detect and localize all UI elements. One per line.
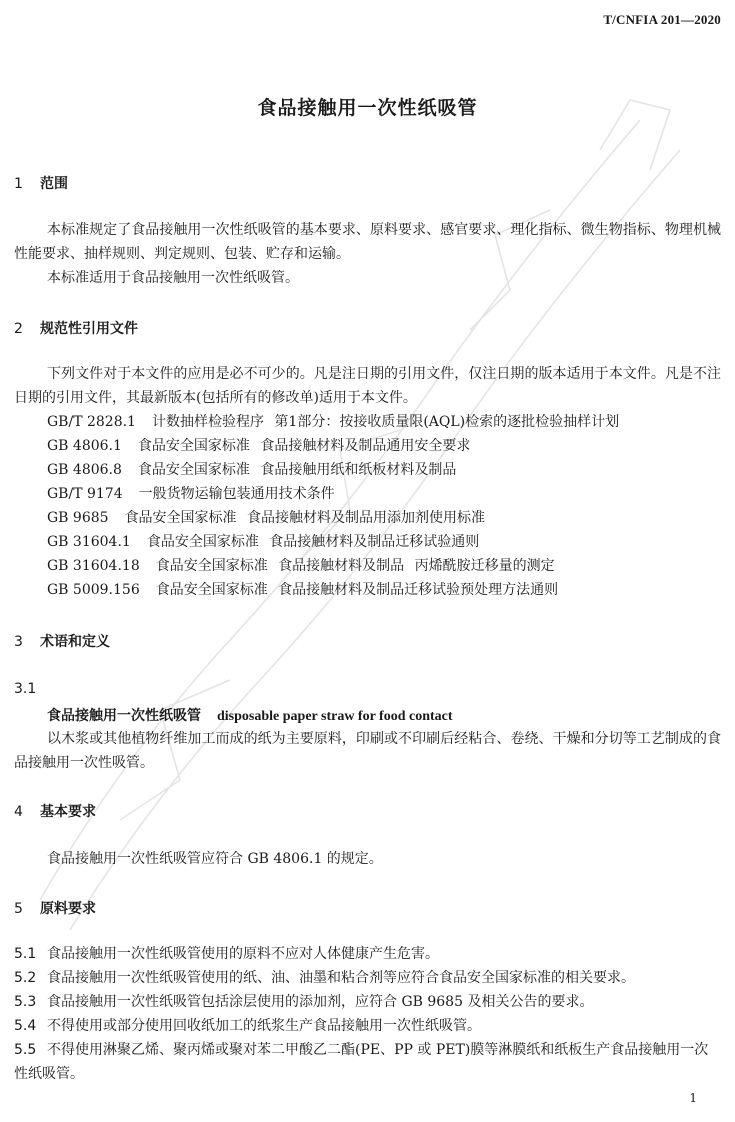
term-chinese: 食品接触用一次性纸吸管 [47,708,201,724]
scope-paragraph: 本标准规定了食品接触用一次性纸吸管的基本要求、原料要求、感官要求、理化指标、微生物指标、物理机械性能要求、抽样规则、判定规则、包装、贮存和运输。 [14,222,721,262]
reference-code: GB 31604.18 [47,558,140,574]
clause-number: 5.4 [14,1018,37,1034]
clause-5-5 [14,1038,721,1086]
section-title: 术语和定义 [40,634,110,650]
term-definition: 以木浆或其他植物纤维加工而成的纸为主要原料，印刷或不印刷后经粘合、卷绕、干燥和分切等工艺制成的食品接触用一次性吸管。 [14,731,721,771]
basic-requirement-text: 食品接触用一次性纸吸管应符合 GB 4806.1 的规定。 [47,851,383,867]
reference-title: 食品安全国家标准 食品接触材料及制品迁移试验预处理方法通则 [155,582,559,598]
section-number: 1 [14,176,23,192]
section-title: 基本要求 [40,804,96,820]
clause-number: 5.2 [14,970,37,986]
clause-text: 不得使用或部分使用回收纸加工的纸浆生产食品接触用一次性纸吸管。 [47,1018,481,1034]
reference-code: GB/T 2828.1 [47,414,136,430]
reference-item [47,530,619,554]
clause-number: 5.3 [14,994,37,1010]
reference-title: 食品安全国家标准 食品接触材料及制品通用安全要求 [137,438,471,454]
reference-title: 食品安全国家标准 食品接触材料及制品用添加剂使用标准 [124,510,486,526]
normative-intro: 下列文件对于本文件的应用是必不可少的。凡是注日期的引用文件，仅注日期的版本适用于本文件。凡是不注日期的引用文件，其最新版本(包括所有的修改单)适用于本文件。 [14,366,721,406]
reference-code: GB 5009.156 [47,582,140,598]
section-heading-basic-requirements [14,801,96,821]
clause-5-3 [14,990,721,1014]
reference-code: GB 31604.1 [47,534,131,550]
reference-item [47,482,619,506]
section-number: 2 [14,321,23,337]
section-heading-scope [14,173,68,193]
section-title: 规范性引用文件 [40,321,138,337]
reference-title: 计数抽样检验程序 第1部分：按接收质量限(AQL)检索的逐批检验抽样计划 [151,414,620,430]
clause-text: 食品接触用一次性纸吸管包括涂层使用的添加剂，应符合 GB 9685 及相关公告的要求。 [47,994,594,1010]
term-name [47,705,453,725]
reference-item [47,410,619,434]
clause-5-1 [14,942,721,966]
clause-text: 不得使用淋聚乙烯、聚丙烯或聚对苯二甲酸乙二酯(PE、PP 或 PET)膜等淋膜纸和纸板生产食品接触用一次性纸吸管。 [14,1042,709,1082]
page-number: 1 [689,1091,697,1105]
reference-title: 食品安全国家标准 食品接触用纸和纸板材料及制品 [137,462,457,478]
clause-text: 食品接触用一次性纸吸管使用的原料不应对人体健康产生危害。 [47,946,439,962]
clause-number: 5.5 [14,1042,37,1058]
section-title: 原料要求 [40,901,96,917]
section-title: 范围 [40,176,68,192]
section-number: 3 [14,634,23,650]
clause-text: 食品接触用一次性纸吸管使用的纸、油、油墨和粘合剂等应符合食品安全国家标准的相关要求。 [47,970,635,986]
section-number: 4 [14,804,23,820]
clause-number: 5.1 [14,946,37,962]
reference-code: GB 4806.1 [47,438,122,454]
reference-title: 食品安全国家标准 食品接触材料及制品迁移试验通则 [146,534,480,550]
reference-item [47,506,619,530]
reference-item [47,458,619,482]
reference-code: GB/T 9174 [47,486,123,502]
clause-5-2 [14,966,721,990]
term-english: disposable paper straw for food contact [217,709,453,724]
reference-item [47,578,619,602]
reference-title: 食品安全国家标准 食品接触材料及制品 丙烯酰胺迁移量的测定 [155,558,555,574]
reference-code: GB 4806.8 [47,462,122,478]
reference-item [47,554,619,578]
section-number: 5 [14,901,23,917]
standard-code: T/CNFIA 201—2020 [603,12,721,27]
section-heading-terms [14,631,110,651]
reference-item [47,434,619,458]
term-number: 3.1 [14,681,37,697]
scope-applicability: 本标准适用于食品接触用一次性纸吸管。 [47,270,299,286]
reference-title: 一般货物运输包装通用技术条件 [138,486,335,502]
reference-code: GB 9685 [47,510,109,526]
section-heading-normative-references [14,318,138,338]
clause-5-4 [14,1014,721,1038]
document-title: 食品接触用一次性纸吸管 [257,97,478,119]
reference-list [47,410,619,602]
section-heading-material-requirements [14,898,96,918]
